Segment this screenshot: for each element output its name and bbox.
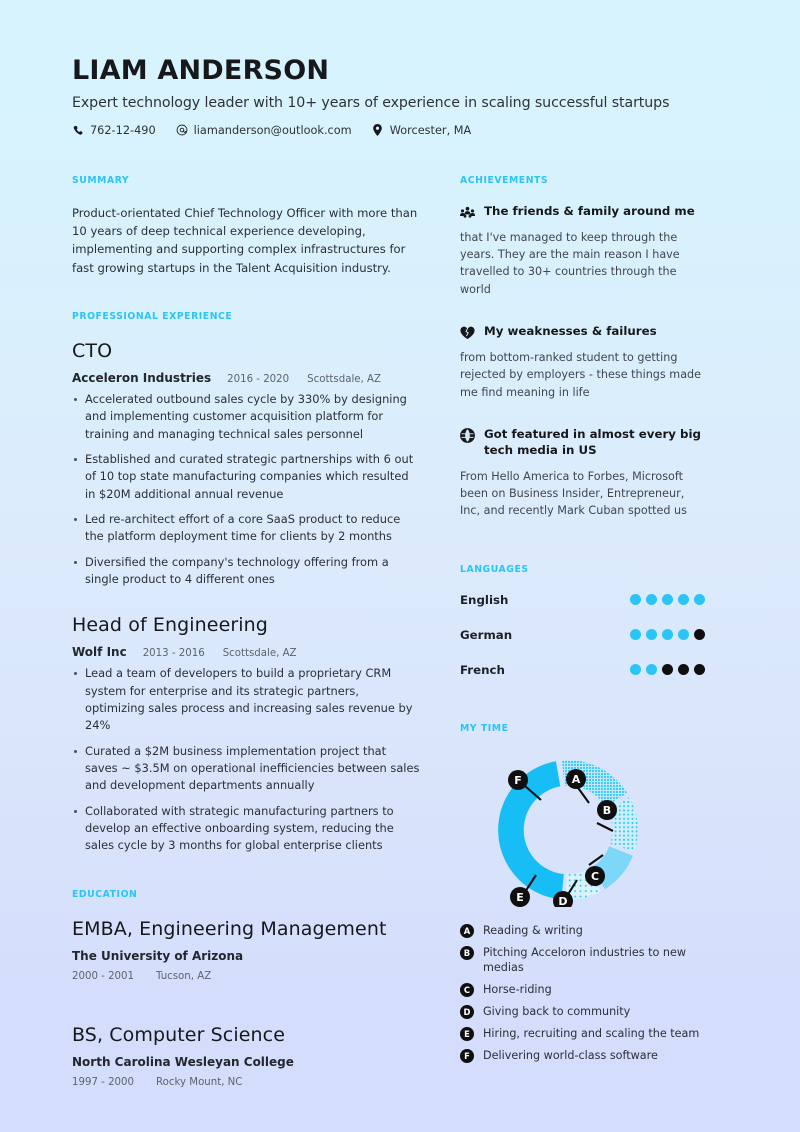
section-achievements [460, 175, 705, 520]
education-dates: 1997 - 2000 [72, 1076, 135, 1088]
job-company: Acceleron Industries [72, 370, 212, 385]
content-columns [72, 175, 728, 1122]
education-location: Tucson, AZ [156, 970, 212, 982]
level-dot [662, 594, 673, 605]
list-item: Diversified the company's technology offering from a single product to 4 different ones [72, 554, 420, 589]
left-column [72, 175, 440, 1122]
right-column [460, 175, 705, 1122]
phone-icon [72, 124, 84, 136]
language-level-dots [630, 594, 705, 605]
headline: Expert technology leader with 10+ years of experience in scaling successful startups [72, 94, 670, 111]
legend-item [460, 982, 705, 998]
legend-item [460, 1048, 705, 1064]
legend-badge-c: C [460, 983, 474, 997]
achievement-header [460, 427, 705, 458]
contact-email-value: liamanderson@outlook.com [193, 123, 352, 137]
list-item: Accelerated outbound sales cycle by 330% by designing and implementing customer acquisition platform for training and managing technical sales personnel [72, 391, 420, 443]
level-dot [678, 664, 689, 675]
language-row [460, 593, 705, 607]
job-location: Scottsdale, AZ [222, 648, 297, 660]
contact-row [72, 124, 728, 137]
section-experience [72, 311, 420, 855]
legend-label: Pitching Acceloron industries to new medias [483, 945, 687, 975]
language-row [460, 628, 705, 642]
experience-item [72, 614, 420, 854]
level-dot [662, 629, 673, 640]
education-item [72, 1024, 420, 1088]
people-group-icon [460, 205, 475, 220]
language-name: English [460, 592, 509, 607]
education-dates: 2000 - 2001 [72, 970, 135, 982]
contact-phone [72, 124, 156, 137]
level-dot [694, 594, 705, 605]
languages-heading: LANGUAGES [460, 563, 529, 575]
level-dot [678, 629, 689, 640]
time-legend [460, 923, 705, 1064]
education-school: North Carolina Wesleyan College [72, 1054, 294, 1069]
contact-location-value: Worcester, MA [389, 123, 472, 137]
language-row [460, 663, 705, 677]
experience-heading: PROFESSIONAL EXPERIENCE [72, 310, 233, 322]
page-title: LIAM ANDERSON [72, 55, 330, 86]
donut-badge-c-label: C [590, 869, 600, 883]
education-item [72, 918, 420, 982]
education-meta [72, 971, 420, 982]
donut-badge-d-label: D [558, 894, 568, 907]
donut-badge-e-label: E [516, 890, 524, 904]
donut-svg [460, 752, 705, 907]
achievement-description: From Hello America to Forbes, Microsoft been on Business Insider, Entrepreneur, Inc, and recently Mark Cuban spotted us [460, 469, 687, 518]
achievement-item [460, 204, 705, 298]
language-name: German [460, 627, 513, 642]
list-item: Curated a $2M business implementation project that saves ~ $3.5M on operational inefficiencies between sales and development departments annually [72, 743, 420, 795]
list-item: Led re-architect effort of a core SaaS product to reduce the platform deployment time for clients by 2 months [72, 511, 420, 546]
level-dot [694, 629, 705, 640]
achievement-item [460, 427, 705, 519]
list-item: Established and curated strategic partnerships with 6 out of 10 top state manufacturing companies which resulted in $20M additional annual revenue [72, 451, 420, 503]
level-dot [694, 664, 705, 675]
donut-badge-f-label: F [514, 773, 522, 787]
job-bullets [72, 665, 420, 854]
education-degree: BS, Computer Science [72, 1023, 285, 1046]
job-dates: 2013 - 2016 [142, 648, 205, 660]
email-icon [176, 124, 188, 136]
broken-heart-icon [460, 325, 475, 340]
education-school: The University of Arizona [72, 948, 244, 963]
legend-label: Delivering world-class software [483, 1049, 658, 1063]
language-level-dots [630, 664, 705, 675]
job-meta [72, 645, 420, 659]
education-meta [72, 1077, 420, 1088]
section-languages [460, 564, 705, 677]
level-dot [646, 629, 657, 640]
donut-badge-b-label: B [602, 803, 612, 817]
location-pin-icon [372, 124, 384, 136]
section-education [72, 889, 420, 1088]
achievement-header [460, 324, 705, 340]
legend-label: Giving back to community [483, 1005, 631, 1019]
legend-badge-d: D [460, 1005, 474, 1019]
legend-label: Reading & writing [483, 923, 583, 937]
legend-item [460, 945, 705, 977]
legend-item [460, 1004, 705, 1020]
donut-slice-e [498, 810, 564, 900]
level-dot [630, 664, 641, 675]
list-item: Lead a team of developers to build a proprietary CRM system for enterprise and its strategic partners, optimizing sales process and increasing sales revenue by 24% [72, 665, 420, 734]
achievements-heading: ACHIEVEMENTS [460, 174, 549, 186]
achievement-title: Got featured in almost every big tech media in US [484, 427, 701, 457]
language-name: French [460, 662, 505, 677]
section-summary [72, 175, 420, 277]
my-time-heading: MY TIME [460, 722, 509, 734]
job-bullets [72, 391, 420, 588]
legend-badge-b: B [460, 946, 474, 960]
contact-phone-value: 762-12-490 [90, 123, 156, 137]
achievement-description: from bottom-ranked student to getting rejected by employers - these things made me find meaning in life [460, 351, 702, 399]
donut-badge-a-label: A [571, 772, 581, 786]
legend-item [460, 1026, 705, 1042]
level-dot [646, 664, 657, 675]
legend-label: Horse-riding [483, 983, 552, 997]
summary-text: Product-orientated Chief Technology Officer with more than 10 years of deep technical experience developing, implementing and supporting complex infrastructures for fast growing startups in the Talent Acquisition industry. [72, 205, 418, 275]
education-degree: EMBA, Engineering Management [72, 917, 387, 940]
job-company: Wolf Inc [72, 645, 127, 660]
achievement-header [460, 204, 705, 220]
achievement-title: My weaknesses & failures [484, 324, 657, 339]
legend-badge-a: A [460, 924, 474, 938]
legend-label: Hiring, recruiting and scaling the team [483, 1027, 700, 1041]
contact-email [176, 124, 352, 137]
experience-item [72, 340, 420, 588]
education-location: Rocky Mount, NC [156, 1076, 243, 1088]
level-dot [630, 629, 641, 640]
section-my-time [460, 723, 705, 1064]
legend-badge-e: E [460, 1027, 474, 1041]
job-dates: 2016 - 2020 [227, 373, 290, 385]
level-dot [630, 594, 641, 605]
time-donut-chart [460, 752, 705, 907]
job-location: Scottsdale, AZ [307, 373, 381, 385]
job-title: Head of Engineering [72, 614, 268, 637]
achievement-item [460, 324, 705, 401]
legend-item [460, 923, 705, 939]
legend-badge-f: F [460, 1049, 474, 1063]
globe-icon [460, 428, 475, 443]
achievement-description: that I've managed to keep through the years. They are the main reason I have travelled to 30+ countries through the world [460, 230, 680, 296]
list-item: Collaborated with strategic manufacturing partners to develop an effective onboarding system, reducing the sales cycle by 3 months for global enterprise clients [72, 803, 420, 855]
language-level-dots [630, 629, 705, 640]
summary-heading: SUMMARY [72, 174, 130, 186]
contact-location [372, 124, 472, 137]
resume-header [72, 56, 728, 137]
level-dot [646, 594, 657, 605]
education-heading: EDUCATION [72, 888, 138, 900]
job-meta [72, 371, 420, 385]
achievement-title: The friends & family around me [484, 203, 695, 218]
job-title: CTO [72, 339, 113, 362]
level-dot [678, 594, 689, 605]
level-dot [662, 664, 673, 675]
